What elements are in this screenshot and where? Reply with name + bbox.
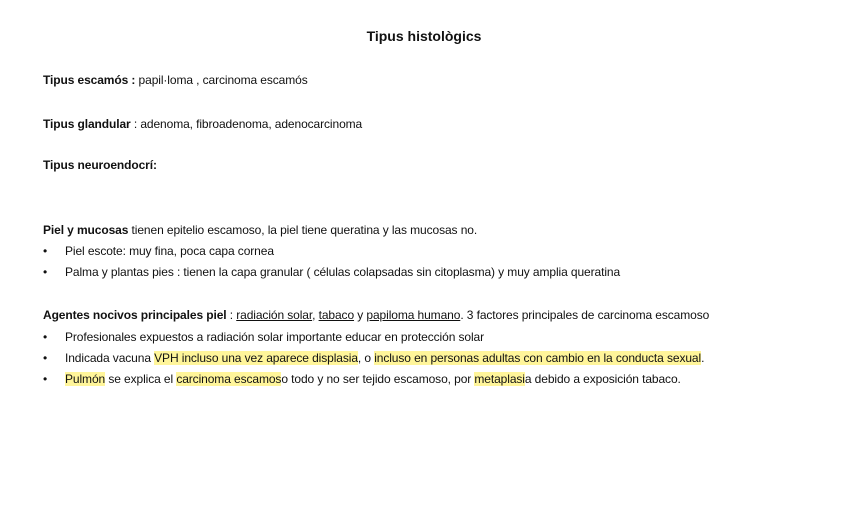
- agent-papiloma: papiloma humano: [366, 308, 461, 322]
- list-item-text: , o: [357, 351, 375, 365]
- neuro-type-line: [43, 158, 157, 172]
- highlight: metaplasi: [474, 372, 525, 386]
- squamous-type-label: Tipus escamós :: [43, 73, 136, 87]
- squamous-type-line: [43, 73, 308, 87]
- glandular-type-line: [43, 117, 362, 131]
- list-item-text: Profesionales expuestos a radiación solar importante educar en protección solar: [65, 330, 485, 344]
- agent-tabaco: tabaco: [318, 308, 355, 322]
- agents-line: [43, 308, 709, 322]
- list-item: [43, 244, 274, 258]
- bullet-icon: •: [43, 265, 48, 279]
- agents-sep: y: [354, 308, 367, 322]
- skin-line: [43, 223, 477, 237]
- bullet-icon: •: [43, 330, 48, 344]
- highlight: Pulmón: [65, 372, 106, 386]
- squamous-type-text: papil·loma , carcinoma escamós: [135, 73, 308, 87]
- page-title: Tipus histològics: [366, 28, 482, 44]
- list-item: [43, 330, 484, 344]
- skin-label: Piel y mucosas: [43, 223, 129, 237]
- list-item: [43, 265, 620, 279]
- bullet-icon: •: [43, 372, 48, 386]
- bullet-icon: •: [43, 244, 48, 258]
- agents-label: Agentes nocivos principales piel: [43, 308, 227, 322]
- agent-solar: radiación solar: [236, 308, 313, 322]
- glandular-type-text: : adenoma, fibroadenoma, adenocarcinoma: [130, 117, 363, 131]
- list-item-text: Indicada vacuna: [65, 351, 155, 365]
- skin-text: tienen epitelio escamoso, la piel tiene queratina y las mucosas no.: [128, 223, 478, 237]
- list-item-text: o todo y no ser tejido escamoso, por: [281, 372, 475, 386]
- list-item-text: Palma y plantas pies : tienen la capa granular ( células colapsadas sin citoplasma) y muy amplia queratina: [65, 265, 621, 279]
- agents-colon: :: [226, 308, 237, 322]
- list-item-text: Piel escote: muy fina, poca capa cornea: [65, 244, 274, 258]
- bullet-icon: •: [43, 351, 48, 365]
- highlight: incluso en personas adultas con cambio en la conducta sexual: [374, 351, 702, 365]
- list-item: [43, 372, 681, 386]
- list-item: [43, 351, 704, 365]
- glandular-type-label: Tipus glandular: [43, 117, 131, 131]
- list-item-text: a debido a exposición tabaco.: [524, 372, 681, 386]
- highlight: VPH incluso una vez aparece displasia: [154, 351, 358, 365]
- highlight: carcinoma escamos: [176, 372, 282, 386]
- list-item-text: se explica el: [105, 372, 177, 386]
- agents-sep: ,: [312, 308, 319, 322]
- neuro-type-label: Tipus neuroendocrí:: [43, 158, 157, 172]
- list-item-text: .: [701, 351, 705, 365]
- agents-tail: . 3 factores principales de carcinoma escamoso: [460, 308, 710, 322]
